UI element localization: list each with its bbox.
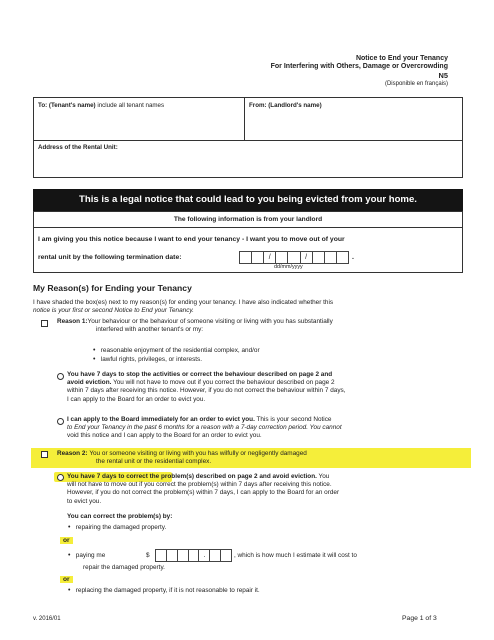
correct-item3-text: replacing the damaged property, if it is not reasonable to repair it. [75, 587, 260, 594]
reason1-bullet-1: • reasonable enjoyment of the residential complex, and/or [93, 347, 260, 354]
reasons-intro [33, 299, 473, 315]
option-a-rest2: You will not have to move out if you correct the behaviour described on page 2 [111, 379, 335, 387]
intro-line-1: I have shaded the box(es) next to my reason(s) for ending your tenancy. I have also indicated whether this [33, 299, 334, 306]
option-a-line4: I can apply to the Board for an order to evict you. [67, 395, 206, 403]
rental-address-field[interactable] [33, 140, 463, 178]
reasons-heading: My Reason(s) for Ending your Tenancy [33, 283, 192, 293]
reason2-label: Reason 2: [57, 450, 88, 457]
date-slash-2: / [301, 252, 313, 263]
option-c-bold1: You have 7 days to correct the problem(s) described on page 2 and avoid eviction. [67, 473, 317, 480]
date-format-label: dd/mm/yyyy [274, 264, 303, 270]
option-c-text [67, 473, 472, 506]
reason1-checkbox[interactable] [41, 320, 48, 327]
option-b-line2: to End your Tenancy in the past 6 months for a reason with a 7-day correction period. You cannot [67, 424, 342, 432]
correct-item-3: • replacing the damaged property, if it is not reasonable to repair it. [68, 587, 260, 594]
dollar-sign: $ [146, 552, 150, 559]
pay-line2: repair the damaged property. [83, 564, 165, 571]
landlord-label: From: (Landlord's name) [249, 102, 322, 109]
date-period: . [352, 254, 354, 261]
option-b-radio[interactable] [57, 418, 64, 425]
termination-line2: rental unit by the following termination date: [38, 254, 182, 261]
option-b-bold1: I can apply to the Board immediately for an order to evict you. [67, 416, 255, 423]
reason1-text2: interfered with another tenant's or my: [96, 326, 204, 334]
landlord-name-field[interactable] [244, 97, 463, 141]
page-number: Page 1 of 3 [402, 615, 437, 622]
option-a-bold1: You have 7 days to stop the activities or correct the behaviour described on page 2 and [67, 371, 333, 378]
form-code: N5 [438, 70, 448, 80]
reason2-checkbox[interactable] [41, 451, 48, 458]
reason2-text [57, 450, 467, 466]
tenant-label-bold: To: (Tenant's name) [38, 102, 96, 109]
option-b-rest1: This is your second Notice [254, 416, 332, 423]
date-slash-1: / [264, 252, 276, 263]
correct-item-1: • repairing the damaged property. [68, 524, 167, 531]
reason1-bullet1-text: reasonable enjoyment of the residential complex, and/or [100, 347, 260, 354]
legal-notice-banner: This is a legal notice that could lead to you being evicted from your home. [33, 189, 463, 211]
reason2-text2: the rental unit or the residential complex. [96, 458, 212, 466]
option-c-rest1: You [316, 473, 330, 480]
termination-line1: I am giving you this notice because I want to end your tenancy - I want you to move out of your [38, 236, 345, 243]
form-title: Notice to End your Tenancy [355, 55, 448, 62]
option-c-radio[interactable] [57, 474, 64, 481]
pay-label: paying me [75, 552, 106, 559]
option-b-text [67, 416, 472, 441]
option-a-bold2: avoid eviction. [67, 379, 112, 387]
termination-section [33, 211, 463, 273]
reason1-bullet-2: • lawful rights, privileges, or interests. [93, 356, 203, 363]
option-a-radio[interactable] [57, 373, 64, 380]
reason1-label: Reason 1: [57, 318, 88, 325]
amount-input[interactable] [155, 549, 232, 562]
correct-heading: You can correct the problem(s) by: [67, 513, 173, 520]
tenant-name-label [38, 102, 244, 109]
pay-rest: , which is how much I estimate it will cost to [234, 552, 357, 559]
option-a-text [67, 371, 472, 404]
form-version: v. 2016/01 [33, 616, 61, 622]
or-label-2: or [60, 576, 73, 583]
french-note: (Disponible en français) [384, 81, 448, 88]
intro-line-2: notice is your first or second Notice to End your Tenancy. [33, 307, 194, 315]
option-b-line3: void this notice and I can apply to the Board for an order to evict you. [67, 432, 262, 440]
option-c-line3: However, if you do not correct the problem(s) within 7 days, I can apply to the Board for an order [67, 489, 340, 497]
reason2-text1: You or someone visiting or living with you has wilfully or negligently damaged [89, 450, 307, 457]
option-c-line2: will not have to move out if you correct the problem(s) within 7 days after receiving this notice. [67, 481, 332, 489]
from-landlord-line: The following information is from your landlord [173, 216, 323, 223]
tenant-label-rest: include all tenant names [95, 102, 165, 109]
or-label-1: or [60, 537, 73, 544]
form-title-block [271, 55, 448, 89]
form-subtitle: For Interfering with Others, Damage or Overcrowding [270, 63, 448, 71]
tenant-name-field[interactable] [33, 97, 245, 141]
option-a-line3: within 7 days after receiving this notice. However, if you do not correct the behaviour within 7 days, [67, 387, 346, 395]
amount-decimal: . [199, 550, 210, 561]
correct-item-2: • paying me [68, 552, 106, 559]
address-label: Address of the Rental Unit: [38, 144, 118, 151]
correct-item1-text: repairing the damaged property. [75, 524, 167, 531]
reason1-text [57, 318, 467, 334]
reason1-bullet2-text: lawful rights, privileges, or interests. [100, 356, 203, 363]
reason1-text1: Your behaviour or the behaviour of someone visiting or living with you has substantially [87, 318, 333, 325]
option-c-line4: to evict you. [67, 497, 102, 505]
termination-date-input[interactable] [239, 251, 349, 264]
